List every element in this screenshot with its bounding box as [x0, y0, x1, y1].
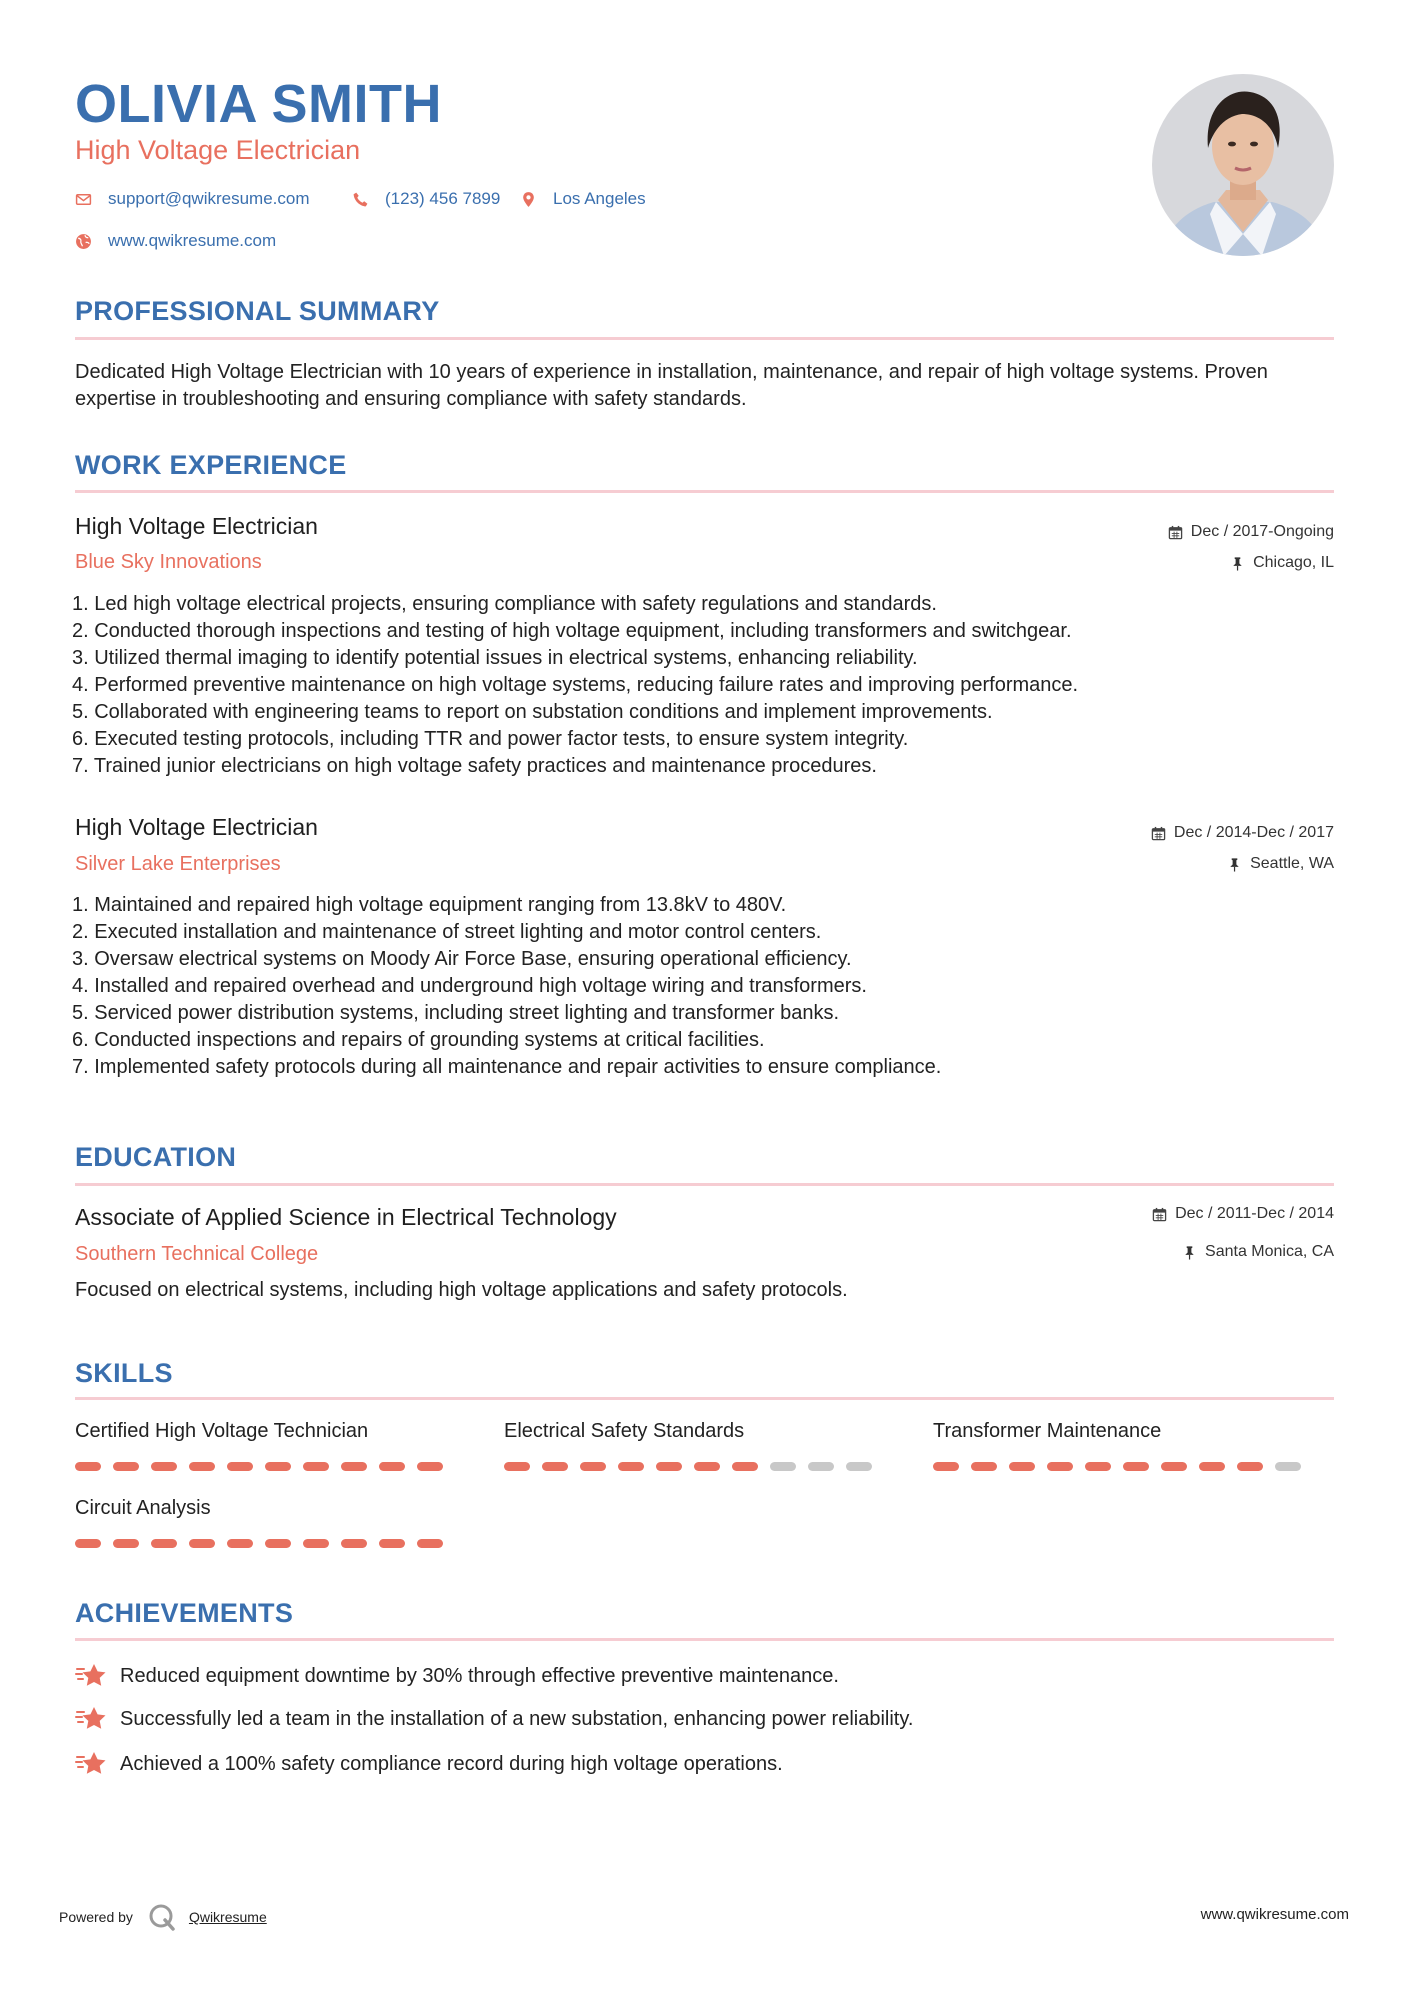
star-icon [75, 1748, 107, 1780]
job-1-location [1230, 553, 1334, 573]
skill-rating [933, 1462, 1313, 1471]
list-item: 2. Executed installation and maintenance of street lighting and motor control centers. [72, 921, 822, 943]
skills-divider [75, 1397, 1334, 1400]
education-location [1182, 1242, 1334, 1262]
education-school: Southern Technical College [75, 1243, 319, 1265]
experience-divider [75, 490, 1334, 493]
education-heading: EDUCATION [75, 1142, 237, 1172]
education-description: Focused on electrical systems, including high voltage applications and safety protocols. [75, 1279, 848, 1301]
candidate-title: High Voltage Electrician [75, 135, 361, 165]
skill-dot-filled [75, 1462, 101, 1471]
skill-dot-filled [113, 1462, 139, 1471]
skill-dot-empty [846, 1462, 872, 1471]
qwikresume-logo-icon [147, 1902, 177, 1932]
skill-dot-filled [618, 1462, 644, 1471]
powered-by-label: Powered by [59, 1909, 133, 1925]
skill-dot-filled [265, 1462, 291, 1471]
skill-dot-filled [189, 1539, 215, 1548]
education-divider [75, 1183, 1334, 1186]
envelope-icon [75, 191, 92, 208]
skill-dot-filled [933, 1462, 959, 1471]
achievements-heading: ACHIEVEMENTS [75, 1598, 294, 1628]
list-item: 3. Oversaw electrical systems on Moody Air Force Base, ensuring operational efficiency. [72, 948, 852, 970]
list-item: 7. Implemented safety protocols during all maintenance and repair activities to ensure compliance. [72, 1056, 942, 1078]
skill-dot-empty [1275, 1462, 1301, 1471]
skill-dot-filled [227, 1462, 253, 1471]
job-1-location-text: Chicago, IL [1253, 554, 1334, 571]
education-degree: Associate of Applied Science in Electrical Technology [75, 1204, 617, 1230]
skill-dot-filled [504, 1462, 530, 1471]
skill-item [75, 1418, 455, 1471]
job-2-title: High Voltage Electrician [75, 814, 318, 840]
contact-email[interactable] [75, 188, 310, 210]
achievements-divider [75, 1638, 1334, 1641]
contact-website[interactable] [75, 230, 276, 252]
calendar-icon [1152, 1207, 1167, 1222]
contact-phone[interactable] [352, 188, 500, 210]
skill-item [504, 1418, 884, 1471]
candidate-name: OLIVIA SMITH [75, 74, 442, 134]
job-1-company: Blue Sky Innovations [75, 551, 262, 573]
job-2-dates-text: Dec / 2014-Dec / 2017 [1173, 824, 1334, 841]
email-text: support@qwikresume.com [108, 189, 310, 208]
skill-name: Transformer Maintenance [933, 1420, 1162, 1442]
calendar-icon [1168, 525, 1183, 540]
achievement-text: Successfully led a team in the installation of a new substation, enhancing power reliability. [120, 1708, 914, 1730]
skill-rating [75, 1462, 455, 1471]
list-item: 6. Conducted inspections and repairs of grounding systems at critical facilities. [72, 1029, 765, 1051]
star-icon [75, 1703, 107, 1735]
skill-dot-filled [542, 1462, 568, 1471]
summary-heading: PROFESSIONAL SUMMARY [75, 296, 440, 326]
skill-dot-filled [732, 1462, 758, 1471]
skill-item [75, 1495, 455, 1548]
skill-rating [504, 1462, 884, 1471]
education-location-text: Santa Monica, CA [1205, 1243, 1334, 1260]
portrait-image [1152, 74, 1334, 256]
skill-dot-filled [417, 1539, 443, 1548]
skill-dot-filled [303, 1539, 329, 1548]
list-item: 1. Maintained and repaired high voltage equipment ranging from 13.8kV to 480V. [72, 894, 787, 916]
skill-dot-filled [379, 1462, 405, 1471]
skill-dot-filled [341, 1462, 367, 1471]
skill-dot-filled [1237, 1462, 1263, 1471]
skill-dot-filled [1199, 1462, 1225, 1471]
pushpin-icon [1182, 1245, 1197, 1260]
job-1-responsibilities [72, 591, 1342, 780]
summary-divider [75, 337, 1334, 340]
job-1-dates-text: Dec / 2017-Ongoing [1190, 523, 1334, 540]
skill-dot-filled [227, 1539, 253, 1548]
skill-dot-empty [770, 1462, 796, 1471]
achievement-text: Achieved a 100% safety compliance record during high voltage operations. [120, 1753, 783, 1775]
skill-dot-filled [1085, 1462, 1111, 1471]
skill-dot-filled [580, 1462, 606, 1471]
skill-dot-filled [113, 1539, 139, 1548]
list-item: 5. Serviced power distribution systems, including street lighting and transformer banks. [72, 1002, 840, 1024]
skill-dot-filled [151, 1462, 177, 1471]
achievement-item [75, 1703, 913, 1735]
skill-dot-filled [379, 1539, 405, 1548]
job-2-company: Silver Lake Enterprises [75, 853, 281, 875]
map-pin-icon [520, 191, 537, 208]
calendar-icon [1151, 826, 1166, 841]
star-icon [75, 1660, 107, 1692]
skill-name: Circuit Analysis [75, 1497, 211, 1519]
footer-website[interactable]: www.qwikresume.com [1200, 1906, 1349, 1923]
pushpin-icon [1227, 857, 1242, 872]
location-text: Los Angeles [553, 189, 646, 208]
skill-dot-filled [341, 1539, 367, 1548]
list-item: 2. Conducted thorough inspections and testing of high voltage equipment, including transformers and switchgear. [72, 620, 1072, 642]
phone-icon [352, 191, 369, 208]
job-2-responsibilities [72, 892, 1342, 1081]
list-item: 5. Collaborated with engineering teams to report on substation conditions and implement improvements. [72, 701, 993, 723]
education-dates-text: Dec / 2011-Dec / 2014 [1175, 1205, 1334, 1222]
footer-powered-by [59, 1902, 267, 1932]
pushpin-icon [1230, 556, 1245, 571]
phone-text: (123) 456 7899 [385, 189, 501, 208]
skill-dot-filled [694, 1462, 720, 1471]
skills-heading: SKILLS [75, 1358, 173, 1388]
job-2-dates [1151, 823, 1334, 843]
skill-dot-filled [265, 1539, 291, 1548]
list-item: 7. Trained junior electricians on high voltage safety practices and maintenance procedures. [72, 755, 877, 777]
job-2-location [1227, 854, 1334, 874]
profile-photo [1152, 74, 1334, 256]
website-text: www.qwikresume.com [108, 231, 277, 250]
list-item: 4. Performed preventive maintenance on high voltage systems, reducing failure rates and improving performance. [72, 674, 1079, 696]
skill-dot-filled [656, 1462, 682, 1471]
skill-dot-filled [1161, 1462, 1187, 1471]
skill-dot-filled [75, 1539, 101, 1548]
achievement-text: Reduced equipment downtime by 30% through effective preventive maintenance. [120, 1665, 839, 1687]
list-item: 1. Led high voltage electrical projects, ensuring compliance with safety regulations and standards. [72, 593, 937, 615]
skill-dot-filled [971, 1462, 997, 1471]
skill-rating [75, 1539, 455, 1548]
experience-heading: WORK EXPERIENCE [75, 450, 347, 480]
achievement-item [75, 1660, 839, 1692]
skill-name: Certified High Voltage Technician [75, 1420, 369, 1442]
skill-dot-filled [151, 1539, 177, 1548]
job-2-location-text: Seattle, WA [1250, 855, 1334, 872]
skill-dot-empty [808, 1462, 834, 1471]
skill-dot-filled [303, 1462, 329, 1471]
job-1-dates [1168, 522, 1334, 542]
job-1-title: High Voltage Electrician [75, 513, 318, 539]
achievement-item [75, 1748, 783, 1780]
skill-item [933, 1418, 1313, 1471]
skill-dot-filled [1123, 1462, 1149, 1471]
summary-text: Dedicated High Voltage Electrician with 10 years of experience in installation, maintenance, and repair of high voltage systems. Proven expertise in troubleshooting and ensuring compliance with safety standards. [75, 361, 1268, 410]
qwikresume-link[interactable]: Qwikresume [188, 1909, 267, 1925]
skill-dot-filled [1047, 1462, 1073, 1471]
skill-dot-filled [417, 1462, 443, 1471]
skill-name: Electrical Safety Standards [504, 1420, 745, 1442]
contact-location [520, 188, 646, 210]
skill-dot-filled [1009, 1462, 1035, 1471]
globe-icon [75, 233, 92, 250]
list-item: 6. Executed testing protocols, including TTR and power factor tests, to ensure system integrity. [72, 728, 909, 750]
skill-dot-filled [189, 1462, 215, 1471]
list-item: 3. Utilized thermal imaging to identify potential issues in electrical systems, enhancing reliability. [72, 647, 918, 669]
list-item: 4. Installed and repaired overhead and underground high voltage wiring and transformers. [72, 975, 867, 997]
education-dates [1152, 1204, 1334, 1224]
